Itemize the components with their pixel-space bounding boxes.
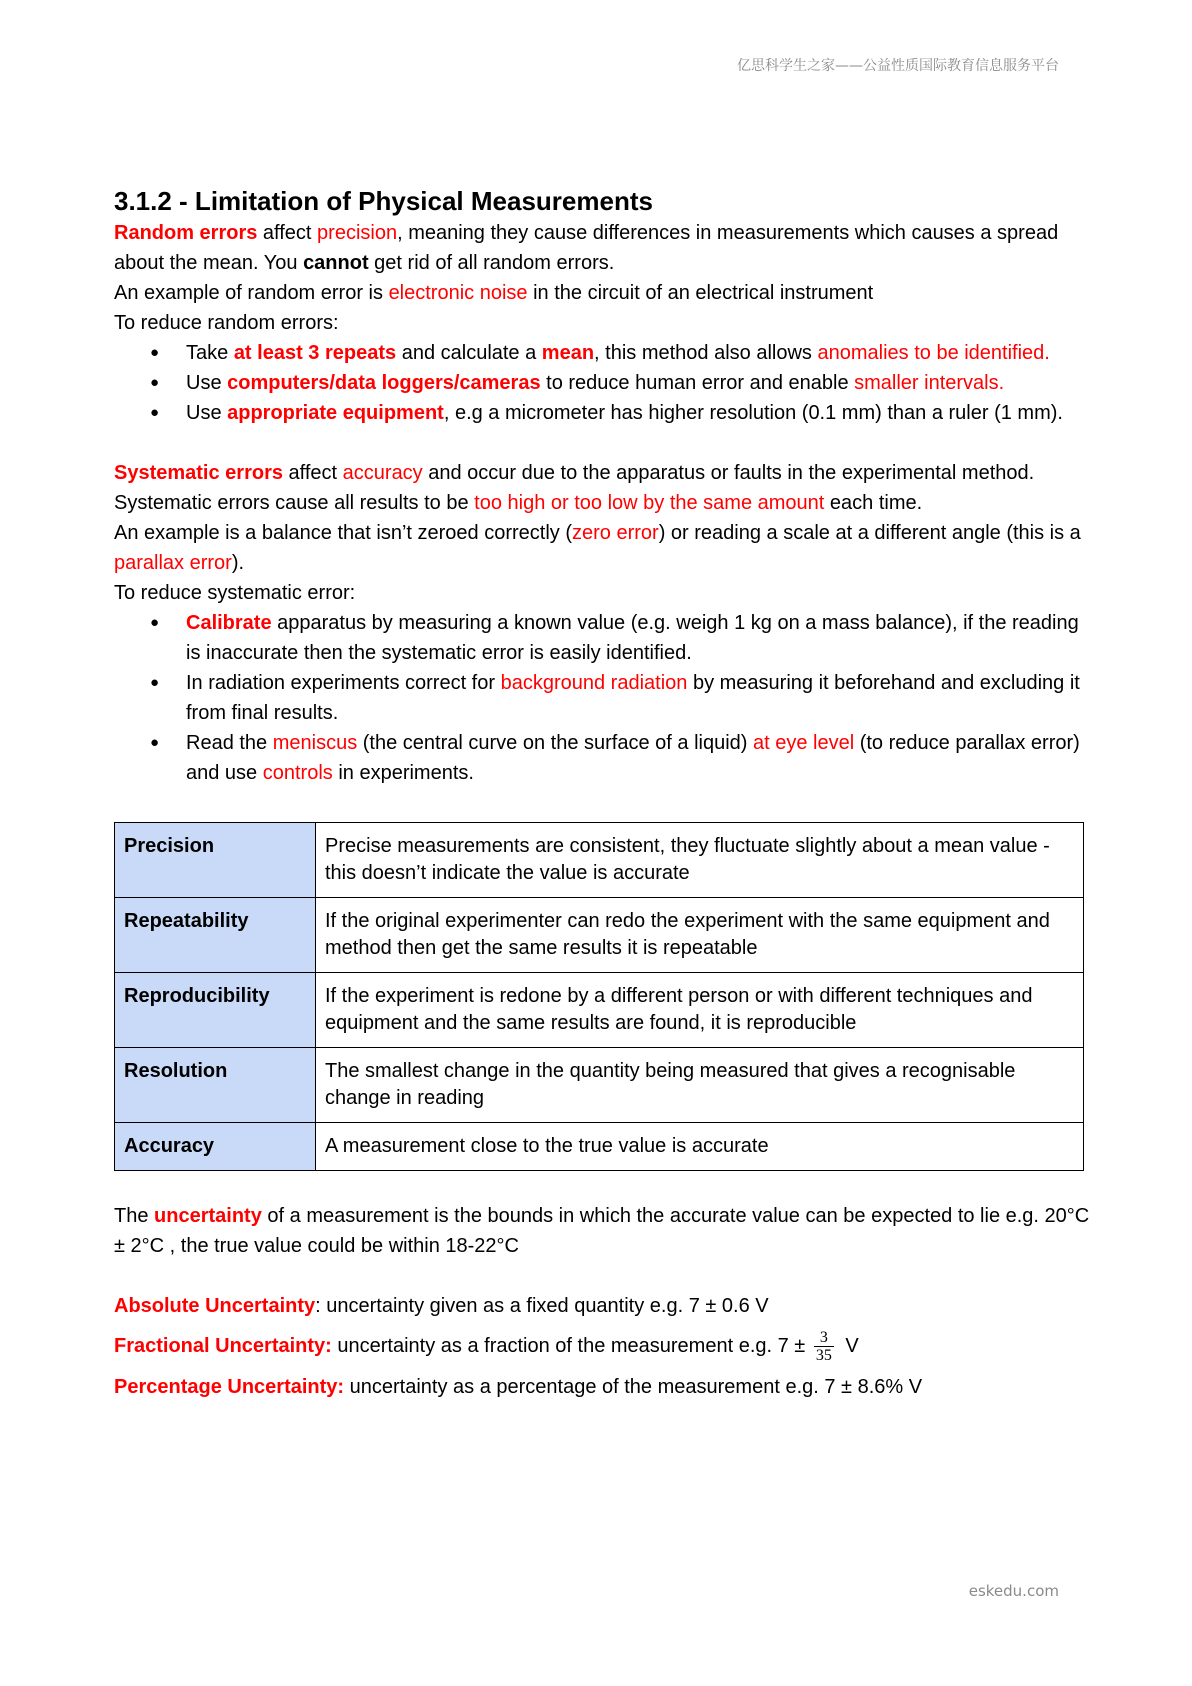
text: ).	[231, 552, 245, 574]
text: in experiments.	[332, 762, 474, 784]
term-fractional-uncertainty: Fractional Uncertainty:	[114, 1334, 332, 1357]
list-item	[186, 338, 1094, 368]
text: , meaning they cause differences in measurements which causes a spread about the mean. You	[114, 222, 1059, 274]
term-precision: precision	[317, 222, 398, 244]
random-reduce-list	[114, 338, 1094, 428]
text: V	[839, 1334, 859, 1357]
table-definition: If the experiment is redone by a different person or with different techniques and equipment and the same results are found, it is reproducible	[316, 973, 1084, 1048]
term-absolute-uncertainty: Absolute Uncertainty	[114, 1295, 316, 1317]
term-calibrate: Calibrate	[186, 612, 272, 634]
list-item	[186, 668, 1094, 728]
text: : uncertainty given as a fixed quantity e.g. 7 ± 0.6 V	[315, 1295, 769, 1317]
text: An example is a balance that isn’t zeroed correctly (	[114, 522, 572, 544]
fraction-numerator: 3	[814, 1329, 834, 1347]
term-anomalies: anomalies to be identified.	[817, 342, 1050, 364]
text: and calculate a	[396, 342, 542, 364]
text: apparatus by measuring a known value (e.g. weigh 1 kg on a mass balance), if the reading is inaccurate then the systematic error is easily identified.	[186, 612, 1079, 664]
systematic-reduce-list	[114, 608, 1094, 788]
systematic-reduce-heading: To reduce systematic error:	[114, 582, 356, 604]
footer-site: eskedu.com	[968, 1582, 1059, 1600]
text: by measuring it beforehand and excluding it from final results.	[186, 672, 1080, 724]
list-item	[186, 728, 1094, 788]
fraction	[814, 1329, 834, 1364]
text: in the circuit of an electrical instrument	[527, 282, 874, 304]
text: An example of random error is	[114, 282, 389, 304]
text: , this method also allows	[594, 342, 818, 364]
term-mean: mean	[541, 342, 595, 364]
text: In radiation experiments correct for	[186, 672, 501, 694]
term-zero-error: zero error	[572, 522, 659, 544]
random-example-paragraph	[114, 278, 1094, 308]
list-item	[186, 398, 1094, 428]
text: ) or reading a scale at a different angle (this is a	[658, 522, 1081, 544]
text: Read the	[186, 732, 273, 754]
table-term: Repeatability	[115, 898, 316, 973]
table-term: Accuracy	[115, 1123, 316, 1171]
term-same-amount: too high or too low by the same amount	[474, 492, 825, 514]
text: Use	[186, 372, 228, 394]
text: get rid of all random errors.	[368, 252, 615, 274]
table-row	[115, 1048, 1084, 1123]
text: Take	[186, 342, 234, 364]
table-term: Precision	[115, 823, 316, 898]
percentage-uncertainty-line	[114, 1372, 1094, 1402]
term-appropriate-equipment: appropriate equipment	[227, 402, 444, 424]
term-controls: controls	[262, 762, 333, 784]
text: Use	[186, 402, 228, 424]
table-row	[115, 823, 1084, 898]
text: The	[114, 1205, 155, 1227]
table-row	[115, 1123, 1084, 1171]
list-item	[186, 608, 1094, 668]
text: (to reduce parallax error) and use	[186, 732, 1080, 784]
definitions-table	[114, 822, 1084, 1171]
table-term: Resolution	[115, 1048, 316, 1123]
table-definition: Precise measurements are consistent, they fluctuate slightly about a mean value - this doesn’t indicate the value is accurate	[316, 823, 1084, 898]
systematic-errors-paragraph	[114, 458, 1094, 518]
spacer	[114, 428, 1094, 458]
random-reduce-heading: To reduce random errors:	[114, 312, 339, 334]
term-systematic-errors: Systematic errors	[114, 462, 283, 484]
text: affect	[257, 222, 318, 244]
term-repeats: at least 3 repeats	[233, 342, 397, 364]
table-row	[115, 898, 1084, 973]
fraction-denominator: 35	[815, 1347, 832, 1364]
random-errors-paragraph	[114, 218, 1094, 278]
table-row	[115, 973, 1084, 1048]
list-item	[186, 368, 1094, 398]
term-background-radiation: background radiation	[500, 672, 688, 694]
term-percentage-uncertainty: Percentage Uncertainty:	[114, 1376, 345, 1398]
term-electronic-noise: electronic noise	[388, 282, 528, 304]
table-definition: If the original experimenter can redo the experiment with the same equipment and method then get the same results it is repeatable	[316, 898, 1084, 973]
text: (the central curve on the surface of a liquid)	[357, 732, 753, 754]
term-accuracy: accuracy	[342, 462, 423, 484]
page-title: 3.1.2 - Limitation of Physical Measurements	[114, 186, 653, 216]
emphasis-cannot: cannot	[303, 252, 369, 274]
text: uncertainty as a fraction of the measurement e.g. 7 ±	[331, 1334, 811, 1357]
text: each time.	[824, 492, 923, 514]
term-random-errors: Random errors	[114, 222, 258, 244]
text: of a measurement is the bounds in which the accurate value can be expected to lie e.g. 20°C ± 2°C , the true value could be within 18-22°C	[114, 1205, 1090, 1257]
term-eye-level: at eye level	[752, 732, 855, 754]
uncertainty-paragraph	[114, 1201, 1094, 1261]
header-site-note: 亿思科学生之家——公益性质国际教育信息服务平台	[737, 58, 1059, 74]
term-meniscus: meniscus	[272, 732, 358, 754]
table-definition: The smallest change in the quantity being measured that gives a recognisable change in reading	[316, 1048, 1084, 1123]
text: , e.g a micrometer has higher resolution (0.1 mm) than a ruler (1 mm).	[443, 402, 1063, 424]
document-body	[114, 184, 1094, 1402]
term-computers: computers/data loggers/cameras	[227, 372, 541, 394]
text: uncertainty as a percentage of the measurement e.g. 7 ± 8.6% V	[344, 1376, 923, 1398]
fractional-uncertainty-line	[114, 1329, 1094, 1364]
systematic-example-paragraph	[114, 518, 1094, 578]
text: and occur due to the apparatus or faults in the experimental method. Systematic errors cause all results to be	[114, 462, 1035, 514]
table-definition: A measurement close to the true value is accurate	[316, 1123, 1084, 1171]
absolute-uncertainty-line	[114, 1291, 1094, 1321]
text: to reduce human error and enable	[540, 372, 855, 394]
text: affect	[282, 462, 343, 484]
table-term: Reproducibility	[115, 973, 316, 1048]
term-smaller-intervals: smaller intervals.	[854, 372, 1005, 394]
term-uncertainty: uncertainty	[154, 1205, 262, 1227]
term-parallax-error: parallax error	[114, 552, 232, 574]
